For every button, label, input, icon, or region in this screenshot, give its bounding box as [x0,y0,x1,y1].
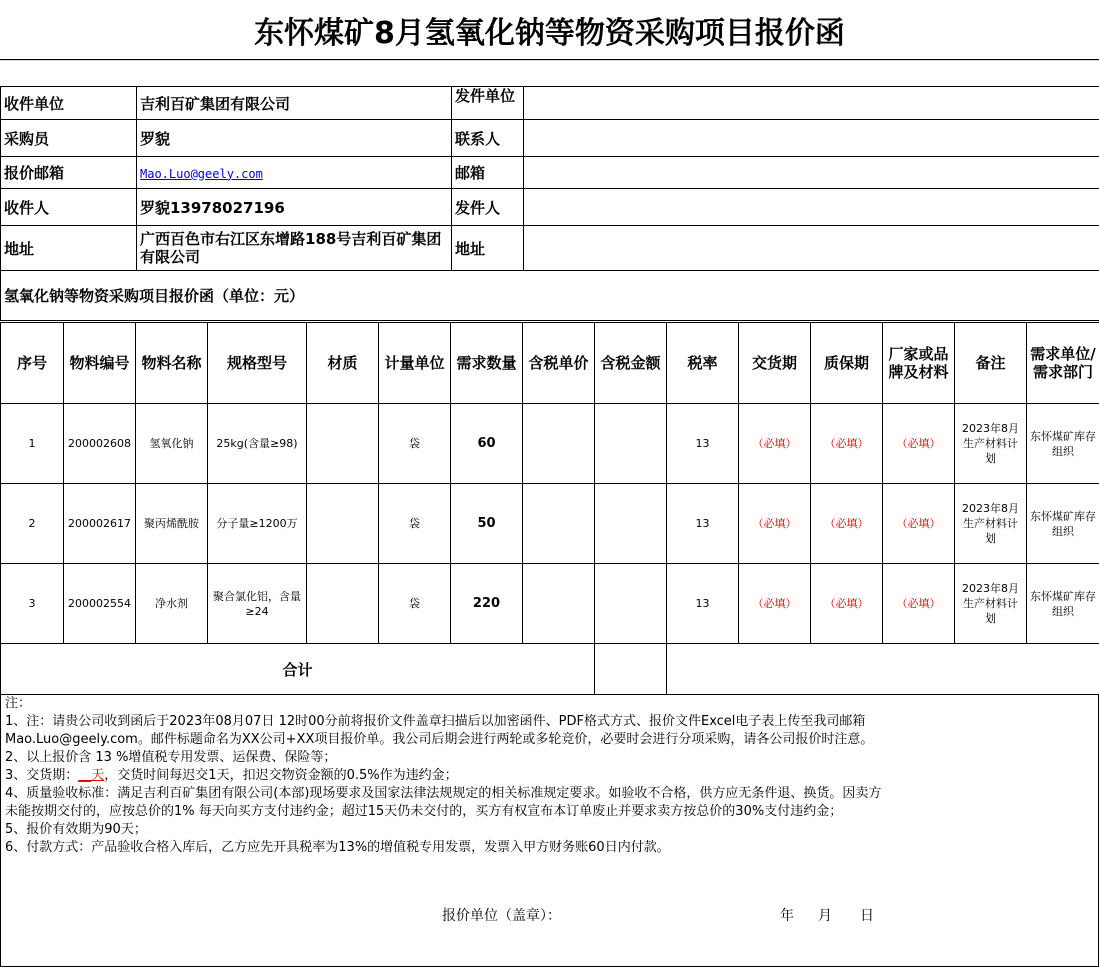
buyer-label: 采购员 [1,120,137,157]
cell-brand[interactable]: （必填） [883,484,955,564]
notes-head: 注： [5,696,32,711]
footer-year: 年 [780,908,794,924]
cell-amount[interactable] [595,484,667,564]
cell-material[interactable] [307,404,379,484]
contact-value[interactable] [524,120,1099,157]
header-remark: 备注 [955,323,1027,404]
cell-amount[interactable] [595,404,667,484]
header-qty: 需求数量 [451,323,523,404]
info-table [0,86,1099,321]
cell-remark: 2023年8月生产材料计划 [955,564,1027,644]
total-empty [667,644,1099,695]
sender-unit-value[interactable] [524,87,1099,120]
cell-tax: 13 [667,564,739,644]
note-5: 5、报价有效期为90天； [5,822,147,837]
buyer-value: 罗貌 [137,120,452,157]
cell-no: 3 [1,564,64,644]
cell-amount[interactable] [595,564,667,644]
cell-spec: 25kg(含量≥98) [208,404,307,484]
note-1b: Mao.Luo@geely.com。邮件标题命名为XX公司+XX项目报价单。我公司后期会进行两轮或多轮竞价，必要时会进行分项采购，请各公司报价时注意。 [5,732,874,747]
cell-unit: 袋 [379,564,451,644]
header-spec: 规格型号 [208,323,307,404]
footer-month: 月 [818,908,832,924]
cell-material[interactable] [307,564,379,644]
table-row [1,404,1099,484]
items-table [0,322,1099,695]
header-dept: 需求单位/需求部门 [1027,323,1099,404]
cell-no: 2 [1,484,64,564]
footer-day: 日 [860,908,874,924]
cell-code: 200002617 [64,484,136,564]
cell-tax: 13 [667,404,739,484]
cell-dept: 东怀煤矿库存组织 [1027,564,1099,644]
note-2: 2、以上报价含 13 %增值税专用发票、运保费、保险等； [5,750,337,765]
page-title: 东怀煤矿8月氢氧化钠等物资采购项目报价函 [0,0,1099,60]
recipient-label: 收件人 [1,189,137,226]
contact-label: 联系人 [452,120,524,157]
cell-unit: 袋 [379,484,451,564]
cell-warranty[interactable]: （必填） [811,484,883,564]
note-6: 6、付款方式：产品验收合格入库后，乙方应先开具税率为13%的增值税专用发票，发票入甲方财务账60日内付款。 [5,840,670,855]
cell-remark: 2023年8月生产材料计划 [955,484,1027,564]
email-label: 邮箱 [452,157,524,189]
delivery-days-blank[interactable]: __天 [78,768,105,783]
cell-unit: 袋 [379,404,451,484]
cell-name: 净水剂 [136,564,208,644]
address2-value[interactable] [524,226,1099,271]
cell-name: 聚丙烯酰胺 [136,484,208,564]
cell-name: 氢氧化钠 [136,404,208,484]
cell-material[interactable] [307,484,379,564]
cell-qty: 60 [451,404,523,484]
table-row [1,484,1099,564]
header-unit: 计量单位 [379,323,451,404]
email-value[interactable] [524,157,1099,189]
cell-price[interactable] [523,404,595,484]
header-tax: 税率 [667,323,739,404]
cell-brand[interactable]: （必填） [883,564,955,644]
cell-brand[interactable]: （必填） [883,404,955,484]
cell-delivery[interactable]: （必填） [739,404,811,484]
note-4a: 4、质量验收标准：满足吉利百矿集团有限公司(本部)现场要求及国家法律法规规定的相关标准规定要求。如验收不合格，供方应无条件退、换货。因卖方 [5,786,882,801]
cell-code: 200002554 [64,564,136,644]
cell-spec: 分子量≥1200万 [208,484,307,564]
cell-spec: 聚合氯化铝，含量≥24 [208,564,307,644]
address2-label: 地址 [452,226,524,271]
sender-unit-label: 发件单位 [452,87,524,120]
cell-warranty[interactable]: （必填） [811,564,883,644]
cell-dept: 东怀煤矿库存组织 [1027,484,1099,564]
notes-block [0,694,1099,967]
table-row [1,564,1099,644]
quote-email-label: 报价邮箱 [1,157,137,189]
cell-price[interactable] [523,564,595,644]
total-label: 合计 [1,644,595,695]
header-no: 序号 [1,323,64,404]
recipient-value: 罗貌13978027196 [137,189,452,226]
note-1a: 1、注：请贵公司收到函后于2023年08月07日 12时00分前将报价文件盖章扫描后以加密函件、PDF格式方式、报价文件Excel电子表上传至我司邮箱 [5,714,866,729]
cell-qty: 220 [451,564,523,644]
cell-warranty[interactable]: （必填） [811,404,883,484]
cell-no: 1 [1,404,64,484]
header-name: 物料名称 [136,323,208,404]
cell-dept: 东怀煤矿库存组织 [1027,404,1099,484]
header-delivery: 交货期 [739,323,811,404]
cell-qty: 50 [451,484,523,564]
header-amount: 含税金额 [595,323,667,404]
total-amount[interactable] [595,644,667,695]
header-brand: 厂家或品牌及材料 [883,323,955,404]
cell-delivery[interactable]: （必填） [739,564,811,644]
cell-price[interactable] [523,484,595,564]
cell-code: 200002608 [64,404,136,484]
header-warranty: 质保期 [811,323,883,404]
note-4b: 未能按期交付的，应按总价的1% 每天向买方支付违约金；超过15天仍未交付的，买方有权宣布本订单废止并要求卖方按总价的30%支付违约金； [5,804,843,819]
cell-tax: 13 [667,484,739,564]
header-material: 材质 [307,323,379,404]
cell-remark: 2023年8月生产材料计划 [955,404,1027,484]
sender-label: 发件人 [452,189,524,226]
address-label: 地址 [1,226,137,271]
address-value: 广西百色市右江区东增路188号吉利百矿集团有限公司 [137,226,452,271]
sender-value[interactable] [524,189,1099,226]
receiver-unit-value: 吉利百矿集团有限公司 [137,87,452,120]
note-3: 3、交货期：__天，交货时间每迟交1天，扣迟交物资金额的0.5%作为违约金； [5,768,458,783]
header-code: 物料编号 [64,323,136,404]
quote-email-link[interactable]: Mao.Luo@geely.com [140,166,263,181]
footer-unit-label: 报价单位（盖章）： [442,908,561,924]
receiver-unit-label: 收件单位 [1,87,137,120]
header-price: 含税单价 [523,323,595,404]
section-title: 氢氧化钠等物资采购项目报价函（单位：元） [1,271,1099,321]
cell-delivery[interactable]: （必填） [739,484,811,564]
